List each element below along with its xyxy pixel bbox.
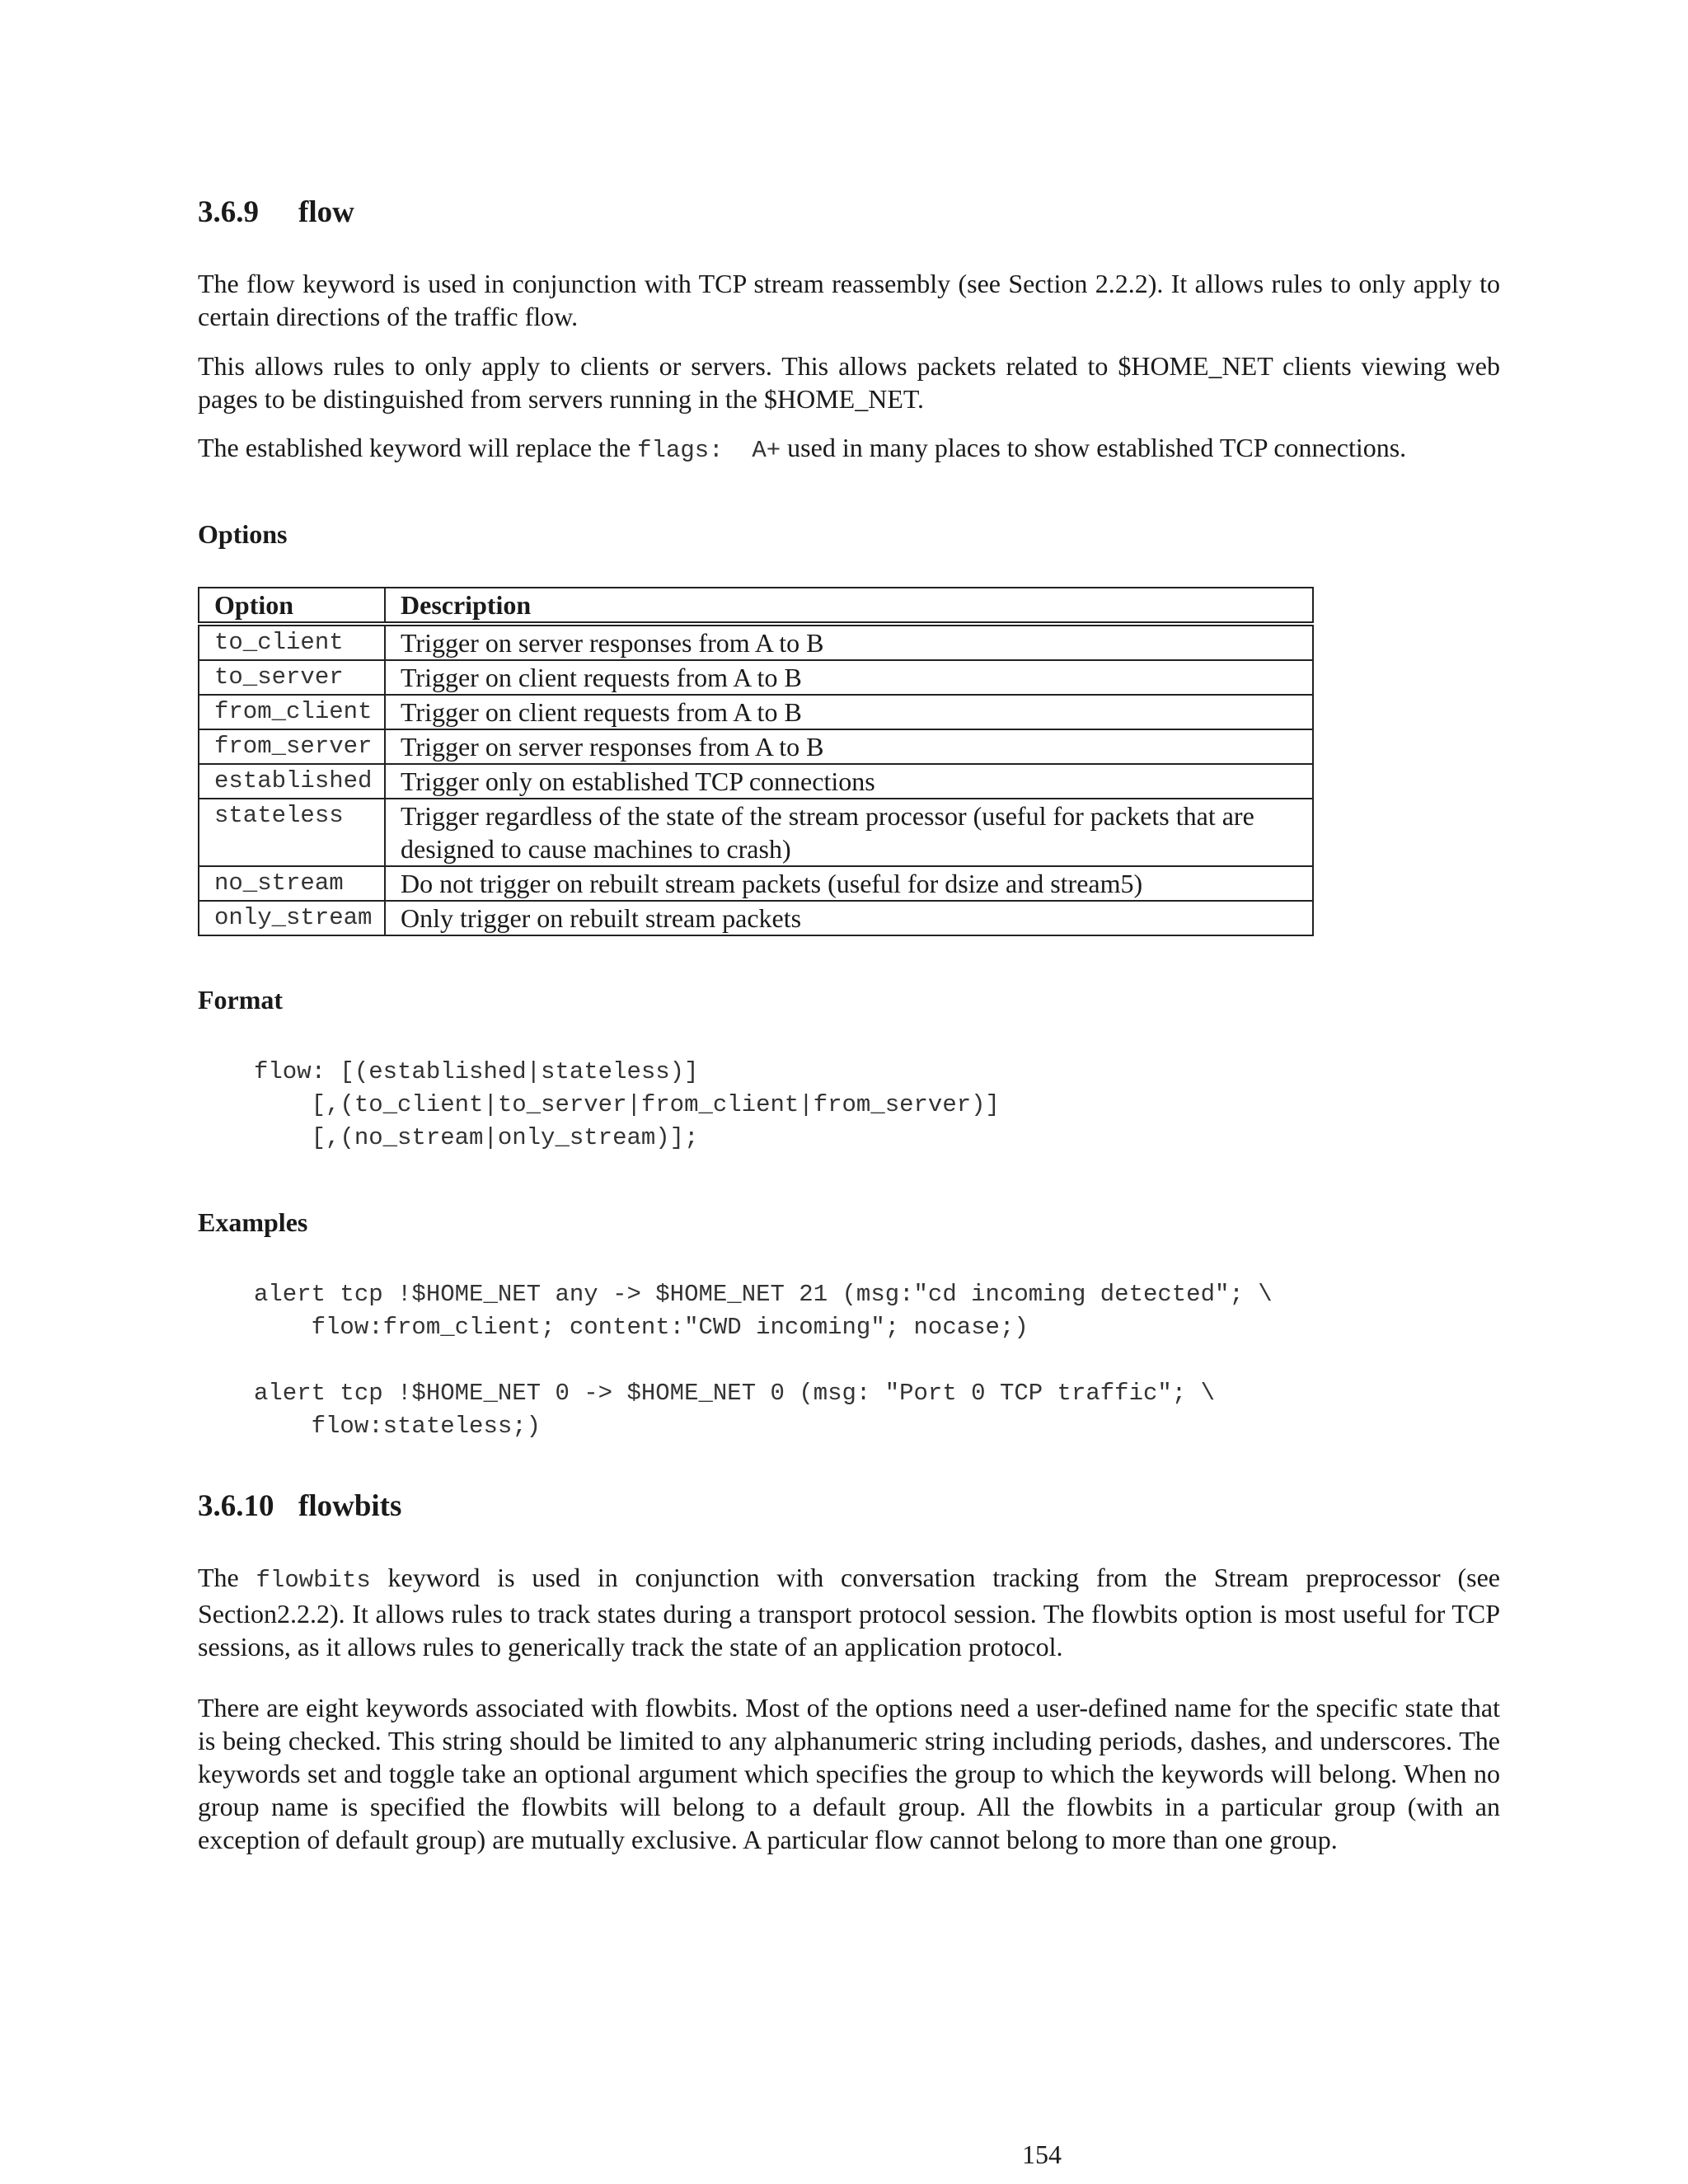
section-title: flowbits [298, 1489, 402, 1523]
table-row [199, 660, 1313, 695]
table-header-row [199, 588, 1313, 624]
document-page [198, 0, 1500, 2184]
table-row [199, 729, 1313, 764]
example-code-block: alert tcp !$HOME_NET 0 -> $HOME_NET 0 (msg: "Port 0 TCP traffic"; \ flow:stateless;) [254, 1380, 1215, 1440]
option-cell: only_stream [199, 901, 385, 935]
column-header-option: Option [199, 588, 385, 624]
table-row [199, 764, 1313, 799]
clients-servers-paragraph: This allows rules to only apply to clients or servers. This allows packets related to $HOME_NET clients viewing web pages to be distinguished from servers running in the $HOME_NET. [198, 351, 1500, 414]
option-cell: no_stream [199, 866, 385, 901]
text-run: The [198, 1563, 256, 1592]
page-number: 154 [1022, 2139, 1062, 2169]
text-run: keyword is used in conjunction with conversation tracking from the Stream preprocessor (see Section2.2.2). It allows rules to track states during a transport protocol session. The flowbits option is most useful for TCP sessions, as it allows rules to generically track the state of an application protocol. [198, 1563, 1501, 1661]
inline-code: flags: A+ [637, 437, 781, 464]
option-cell: to_client [199, 624, 385, 660]
inline-code: flowbits [256, 1567, 371, 1594]
description-cell: Trigger only on established TCP connections [385, 764, 1313, 799]
table-row [199, 624, 1313, 660]
table-row [199, 901, 1313, 935]
option-cell: from_client [199, 695, 385, 729]
option-cell: stateless [199, 799, 385, 866]
intro-paragraph: The flow keyword is used in conjunction with TCP stream reassembly (see Section 2.2.2). It allows rules to only apply to certain directions of the traffic flow. [198, 269, 1500, 331]
section-title: flow [298, 195, 354, 229]
table-row [199, 866, 1313, 901]
table-row [199, 695, 1313, 729]
example-code-block: alert tcp !$HOME_NET any -> $HOME_NET 21 (msg:"cd incoming detected"; \ flow:from_client; content:"CWD incoming"; nocase;) [254, 1281, 1273, 1341]
option-cell: to_server [199, 660, 385, 695]
flowbits-intro-paragraph [198, 1561, 1500, 1663]
section-heading-flow [198, 194, 354, 230]
option-cell: established [199, 764, 385, 799]
description-cell: Only trigger on rebuilt stream packets [385, 901, 1313, 935]
table-row [199, 799, 1313, 866]
option-cell: from_server [199, 729, 385, 764]
column-header-description: Description [385, 588, 1313, 624]
flowbits-keywords-paragraph: There are eight keywords associated with flowbits. Most of the options need a user-defined name for the specific state that is being checked. This string should be limited to any alphanumeric string including periods, dashes, and underscores. The keywords set and toggle take an optional argument which specifies the group to which the keywords will belong. When no group name is specified the flowbits will belong to a default group. All the flowbits in a particular group (with an exception of default group) are mutually exclusive. A particular flow cannot belong to more than one group. [198, 1693, 1500, 1854]
examples-heading: Examples [198, 1207, 308, 1237]
format-code-block: flow: [(established|stateless)] [,(to_client|to_server|from_client|from_server)] [,(no_stream|only_stream)]; [254, 1058, 1000, 1151]
format-heading: Format [198, 985, 284, 1015]
description-cell: Trigger regardless of the state of the stream processor (useful for packets that are designed to cause machines to crash) [385, 799, 1313, 866]
options-table [198, 587, 1314, 936]
description-cell: Trigger on client requests from A to B [385, 660, 1313, 695]
text-run: used in many places to show established TCP connections. [781, 433, 1407, 462]
description-cell: Trigger on server responses from A to B [385, 624, 1313, 660]
options-heading: Options [198, 519, 288, 549]
description-cell: Trigger on server responses from A to B [385, 729, 1313, 764]
text-run: The established keyword will replace the [198, 433, 638, 462]
description-cell: Do not trigger on rebuilt stream packets (useful for dsize and stream5) [385, 866, 1313, 901]
section-heading-flowbits [198, 1488, 401, 1524]
established-paragraph [198, 431, 1500, 467]
description-cell: Trigger on client requests from A to B [385, 695, 1313, 729]
section-number: 3.6.10 [198, 1489, 274, 1523]
section-number: 3.6.9 [198, 195, 259, 229]
